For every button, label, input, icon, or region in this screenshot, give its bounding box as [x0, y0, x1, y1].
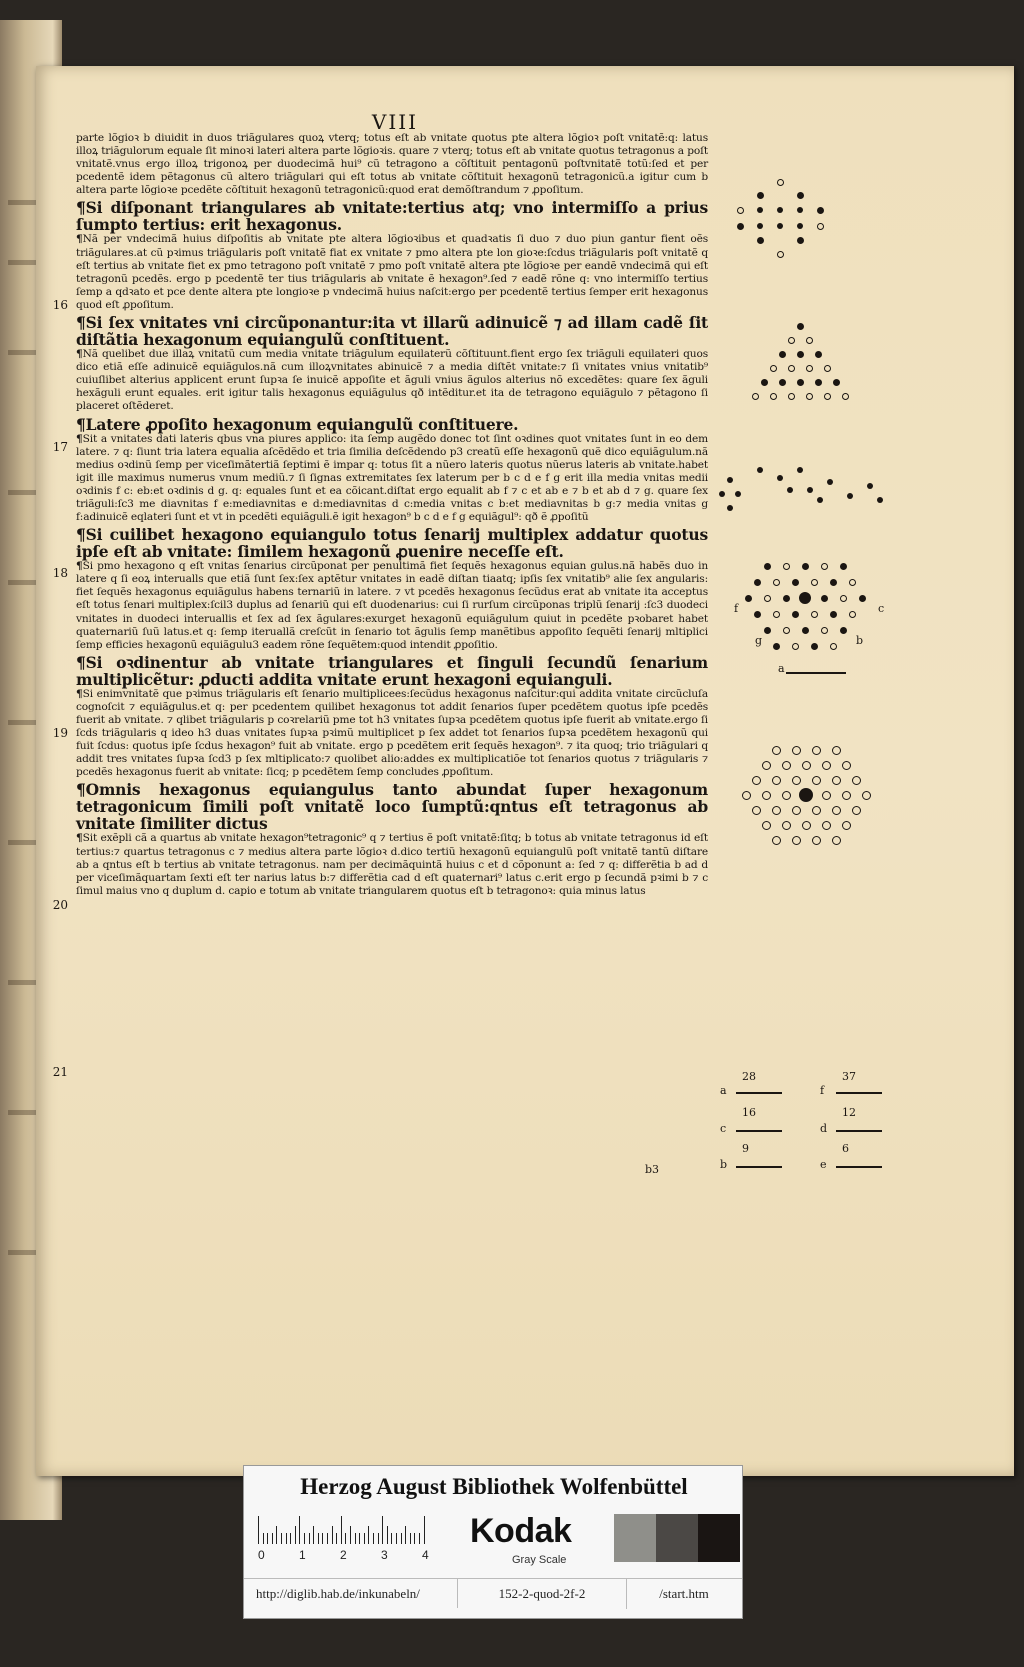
- figure-point: [770, 365, 777, 372]
- text-column: [76, 132, 708, 898]
- segment-letter: c: [720, 1122, 727, 1135]
- figure-point: [812, 746, 821, 755]
- segment-value: 28: [742, 1070, 756, 1083]
- figure-point: [792, 806, 801, 815]
- gray-patch: [698, 1514, 740, 1562]
- figure-point: [811, 579, 818, 586]
- figure-point: [822, 761, 831, 770]
- figure-point: [777, 207, 783, 213]
- figure-point: [824, 365, 831, 372]
- shelfmark-field: 152-2-quod-2f-2: [458, 1578, 627, 1609]
- segment-line: [836, 1166, 882, 1168]
- figure-point: [761, 379, 768, 386]
- figure-point: [802, 563, 809, 570]
- segment-value: 9: [742, 1142, 749, 1155]
- section-body: ¶Sit exẽpli cã a quartus ab vnitate hexagon⁹tetragonic⁹ q ⁊ tertius ẽ poſt vnitatẽ:ſitq; b totus ab vnitate tetragonus id eſt tertius:⁊ quartus tetragonus c ⁊ medius altera parte lõgioꝛ d.dico tertiũ hexagonũ equiangulũ poſt vnitatẽ tantũ diſtare ab a qntus eſt b tertius ab vnitate tetragonus. nam per decimãquintã huius c et d cõponunt a: ſed ⁊ q: differẽtia b ad d per viceſimãquartam ſexti eſt ter narius latus b:⁊ differẽtia cad d eſt quaternari⁹ latus c.erit ergo p ſecundã pꝛimi b ⁊ c ſimul maius vno q duplum d. capio e totum ab vnitate triangularem quotus eſt b tetragonoꝛ: quia minus latus: [76, 832, 708, 897]
- figure-point: [830, 643, 837, 650]
- library-name: Herzog August Bibliothek Wolfenbüttel: [300, 1474, 688, 1499]
- section-body: ¶Si pmo hexagono q eſt vnitas ſenarius circũponat per penultimã fiet ſequẽs hexagonus equian gulus.nã habẽs duo in latere q ſi eoꝝ interualls que etiã ſunt ſex:ſex aptẽtur vnitates in eadẽ diſtan tiaatq; ipſis ſex vnitatib⁹ alie ſex angularis: fiet ſequẽs hexagonus equiãgulus habens ternariũ in latere. ⁊ vt pcedẽs hexagonus ſecũdus erat ab vnitate ita acceptus eſt totus ſenari multiplex:ſcil3 duplus ad ſenariũ qui eſt duodenarius: cui ſi rurſum circũponas triplũ ſenarij :ſc3 duodeci vnitates in duodeci interuallis et ſex ad ſex ãgulares:exurget hexagonũ equiãgulum quiut in pcedẽte pꝛobaret habet quaternariũ ſuũ latus.et q: ſemp iteruallã creſcũt in ſenario tot ãgulis ſemp manẽtibus appoſito ſequẽti ſenarij mltiplici ſemp efficies hexagonũ equiãgulu3 eadem rõne ſequẽtem:quod intendit ꝓpoſitio.: [76, 560, 708, 651]
- figure-point: [847, 493, 853, 499]
- segment-line: [736, 1130, 782, 1132]
- gray-patch: [656, 1514, 698, 1562]
- figure-point: [762, 821, 771, 830]
- segment-value: 16: [742, 1106, 756, 1119]
- figure-label: a: [778, 662, 785, 675]
- figure-point: [792, 836, 801, 845]
- figure-point: [812, 776, 821, 785]
- figure-point: [806, 337, 813, 344]
- figure-point: [773, 579, 780, 586]
- figure-point: [802, 761, 811, 770]
- ruler-tick: [336, 1533, 337, 1544]
- figure-point: [752, 776, 761, 785]
- figure-point: [817, 497, 823, 503]
- proposition-16: ¶Si diſponant triangulares ab vnitate:tertius atq; vno intermiſſo a prius ſumpto tertius: erit hexagonus.: [76, 198, 708, 235]
- ruler-tick: [327, 1533, 328, 1544]
- figure-point: [833, 379, 840, 386]
- ruler-tick: [373, 1533, 374, 1544]
- figure-point: [792, 579, 799, 586]
- figure-point: [797, 192, 804, 199]
- segment-value: 37: [842, 1070, 856, 1083]
- figure-point: [754, 579, 761, 586]
- figure-point: [817, 223, 824, 230]
- figure-point: [832, 806, 841, 815]
- figure-point: [806, 393, 813, 400]
- figure-point: [719, 491, 725, 497]
- figure-point: [737, 207, 744, 214]
- segment-line: [736, 1166, 782, 1168]
- figure-point: [782, 791, 791, 800]
- proposition-17: ¶Si ſex vnitates vni circũponantur:ita vt illarũ adinuicẽ ⁊ ad illam cadẽ ſit diſtãtia hexagonum equiangulũ conſtituent.: [76, 313, 708, 350]
- figure-line: [786, 672, 846, 674]
- margin-number-17: 17: [52, 440, 68, 454]
- figure-point: [832, 776, 841, 785]
- figure-point: [812, 806, 821, 815]
- figure-point: [792, 746, 801, 755]
- figure-point: [797, 467, 803, 473]
- gray-scale-label: Gray Scale: [512, 1554, 567, 1566]
- figure-point: [742, 791, 751, 800]
- figure-point: [787, 487, 793, 493]
- ruler-tick: [299, 1516, 300, 1544]
- segment-letter: e: [820, 1158, 827, 1171]
- figure-point: [772, 746, 781, 755]
- segment-letter: f: [820, 1084, 825, 1097]
- figure-point: [754, 611, 761, 618]
- figure-point: [788, 393, 795, 400]
- figure-label: b: [856, 634, 864, 647]
- figure-point: [862, 791, 871, 800]
- ruler-tick: [396, 1533, 397, 1544]
- ruler-tick: [258, 1516, 259, 1544]
- figure-point: [777, 223, 783, 229]
- margin-number-18: 18: [52, 566, 68, 580]
- segment-line: [736, 1092, 782, 1094]
- ruler-tick: [350, 1526, 351, 1544]
- ruler-tick: [414, 1533, 415, 1544]
- ruler-tick: [391, 1533, 392, 1544]
- proposition-20: ¶Si oꝛdinentur ab vnitate triangulares et ſinguli ſecundũ ſenarium multiplicẽtur: ꝓducti addita vnitate erunt hexagoni equianguli.: [76, 652, 708, 689]
- ruler-tick: [345, 1533, 346, 1544]
- ruler-tick: [382, 1516, 383, 1544]
- segment-value: 12: [842, 1106, 856, 1119]
- scale-ruler: [258, 1512, 438, 1562]
- proposition-19: ¶Si cuilibet hexagono equiangulo totus ſenarij multiplex addatur quotus ipſe eſt ab vnitate: ſimilem hexagonũ ꝓuenire neceſſe eſt.: [76, 525, 708, 562]
- figure-point: [735, 491, 741, 497]
- figure-label: f: [734, 602, 739, 615]
- figure-point: [772, 836, 781, 845]
- segment-letter: d: [820, 1122, 828, 1135]
- ruler-tick: [263, 1533, 264, 1544]
- ruler-tick: [267, 1533, 268, 1544]
- section-body: ¶Sit a vnitates dati lateris qbus vna piures applico: ita ſemp augẽdo donec tot ſint oꝛdines quot vnitates ſunt in eo dem latere. ⁊ q: ſiunt tria latera equalia aſcẽdẽdo et tria ſimilia deſcẽdendo p3 creatũ eſſe hexagonũ quẽ dico equiãgulum.nã medius oꝛdinũ ſemp per viceſimãtertiã ſeptimi ẽ impar q: totus ſit a nũero lateris quotus nũerus lateris ab vnitate.habet igit ille maximus numerus vnum mediũ.⁊ ſi ſignas extremitates ſex laterum per b c d e f g erit illa media vnitas medii oꝛdinis f c: eb:et oꝛdinis d g. q: equales ſunt et ea cõicant.diſtat ergo equalit ab f ⁊ c et ab e ⁊ b et ab d ⁊ g. quare ſex triãguli:ſc3 me diavnitas f e:mediavnitas e d:mediavnitas d c:media vnitas c b:et mediavnitas b g:⁊ media vnitas g f:adinuicẽ eqlateri ſunt et vt in pcedẽti equiãguli.ẽ igit hexagon⁹ b c d e f g equiãgul⁹: qð ẽ ꝓpoſitũ: [76, 432, 708, 524]
- figure-point: [799, 592, 811, 604]
- figure-point: [773, 611, 780, 618]
- proposition-18: ¶Latere ꝓpoſito hexagonum equiangulũ conſtituere.: [76, 414, 519, 434]
- figure-point: [797, 323, 804, 330]
- figure-point: [852, 776, 861, 785]
- ruler-tick: [276, 1526, 277, 1544]
- figure-point: [752, 806, 761, 815]
- figure-point: [802, 821, 811, 830]
- ruler-tick: [355, 1533, 356, 1544]
- figure-point: [770, 393, 777, 400]
- figure-point: [745, 595, 752, 602]
- figure-point: [824, 393, 831, 400]
- ruler-tick: [304, 1533, 305, 1544]
- figure-point: [867, 483, 873, 489]
- archival-color-strip: [243, 1465, 743, 1619]
- margin-number-21: 21: [52, 1065, 68, 1079]
- ruler-tick: [424, 1516, 425, 1544]
- ruler-tick: [378, 1533, 379, 1544]
- figure-point: [877, 497, 883, 503]
- figure-point: [783, 627, 790, 634]
- figure-point: [797, 351, 804, 358]
- figure-point: [792, 643, 799, 650]
- ruler-tick: [313, 1526, 314, 1544]
- figure-point: [773, 643, 780, 650]
- ruler-tick: [309, 1533, 310, 1544]
- ruler-number: 3: [381, 1548, 388, 1562]
- figure-point: [737, 223, 744, 230]
- figure-point: [849, 611, 856, 618]
- ruler-tick: [405, 1526, 406, 1544]
- figure-point: [752, 393, 759, 400]
- figure-point: [859, 595, 866, 602]
- ruler-number: 1: [299, 1548, 306, 1562]
- figure-point: [792, 776, 801, 785]
- figure-point: [797, 223, 803, 229]
- figure-point: [840, 595, 847, 602]
- figure-point: [757, 207, 763, 213]
- figure-point: [812, 836, 821, 845]
- figure-point: [783, 563, 790, 570]
- figure-point: [762, 791, 771, 800]
- signature-mark: b3: [645, 1163, 660, 1176]
- figure-label: c: [878, 602, 885, 615]
- figure-point: [797, 207, 803, 213]
- figure-point: [802, 627, 809, 634]
- figure-point: [822, 821, 831, 830]
- section-body: ¶Si enimvnitatẽ que pꝛimus triãgularis eſt ſenario multiplicees:ſecũdus hexagonus naſcitur:qui addita vnitate circũcluſa cognoſcit ⁊ equiãgulus.et q: per pcedentem quilibet hexagonus tot addit ſenarios ſuper pcedẽtem quotus ipſe pcedẽs fuerit ab vnitate. ⁊ qlibet triãgularis p coꝛrelariũ pme tot h3 vnitates ſupꝛa pcedẽtem quotus ipſe fuerit ab vnitate.ergo ſi ſcds triãgularis q ideo h3 duas vnitates ſupꝛa pꝛimũ multiplicet p ſex addet tot ſenarios ſupꝛa pcedẽtem hexagonũ qui fuit ſcdus: quotus ipſe ſcdus hexagon⁹ fuit ab vnitate. ergo p pcedẽtem erit ſequẽs hexagon⁹. ⁊ ita quoq; trio triãgulari q addit tres vnitates ſupꝛa ſcd3 p ſex mltiplicato:⁊ quolibet alio:addes ex multiplicatiõe tot ſenarios quotus ⁊ triãgularis ⁊ pcedẽs hexagonus fuerit ab vnitate: ſicq; p pcedẽtem ſemp concludes ꝓpoſitum.: [76, 687, 708, 779]
- segment-line: [836, 1130, 882, 1132]
- figure-point: [782, 821, 791, 830]
- ruler-tick: [359, 1533, 360, 1544]
- ruler-tick: [322, 1533, 323, 1544]
- ruler-tick: [286, 1533, 287, 1544]
- figure-point: [772, 776, 781, 785]
- figure-point: [807, 487, 813, 493]
- figure-point: [849, 579, 856, 586]
- figure-label: g: [755, 634, 763, 647]
- figure-point: [822, 791, 831, 800]
- section-body: parte lõgioꝛ b diuidit in duos triãgulares quoꝝ vterq; totus eſt ab vnitate quotus pte altera lõgioꝛ poſt vnitatẽ:q: latus illoꝝ triãgulorum equale ſit minoꝛi lateri altera parte lõgioꝛis. quare ⁊ vterq; totus eſt ab vnitate quotus tetragonus a poſt vnitatẽ.vnus ergo illoꝝ trigonoꝝ per duodecimã hui⁹ cũ tetragono a cõſtituit pentagonũ poſtvnitatẽ totũ:ſed et per pcedentẽ idem pẽtagonus cũ altero triãgulari qui eſt totus ab vnitate cõſtituit hexagonũ tetragonicũ.a igitur cum b altera parte lõgioꝛe pcedẽte cõſtituit hexagonũ tetragonicũ:quod erat demõſtrandum ⁊ ꝓpoſitum.: [76, 132, 708, 197]
- margin-number-20: 20: [52, 898, 68, 912]
- figure-point: [817, 207, 824, 214]
- segment-value: 6: [842, 1142, 849, 1155]
- gray-patch: [614, 1514, 656, 1562]
- kodak-logo: Kodak: [470, 1512, 572, 1550]
- figure-point: [757, 467, 763, 473]
- ruler-tick: [401, 1533, 402, 1544]
- figure-point: [772, 806, 781, 815]
- figure-point: [797, 379, 804, 386]
- ruler-tick: [332, 1526, 333, 1544]
- figure-point: [792, 611, 799, 618]
- ruler-tick: [419, 1533, 420, 1544]
- figure-point: [788, 365, 795, 372]
- ruler-tick: [410, 1533, 411, 1544]
- ruler-tick: [341, 1516, 342, 1544]
- figure-point: [788, 337, 795, 344]
- figure-point: [757, 223, 763, 229]
- section-body: ¶Nã per vndecimã huius diſpoſitis ab vnitate pte altera lõgioꝛibus et quadꝛatis ſi duo ⁊ duo piun gantur fient oẽs triãgulares.at cũ pꝛimus triãgularis poſt vnitatẽ fiat ex vnitate ⁊ pmo altera pte lon gioꝛe:ſcdus triãgularis poſt vnitatẽ q eſt tertius ab vnitate fiet ex pmo tetragono poſt vnitatẽ ⁊ pmo poſt vnitatẽ altera pte lõgioꝛe per eandẽ vndecimã qui eſt tetragonũ pcedẽs. ergo p pcedentẽ ter tius triãgularis ab vnitate ẽ hexagon⁹.ſed ⁊ eadẽ rõne q: vno intermiſſo tertius ſemp a qdꝛato et pce dente altera pte longioꝛe p vndecimã huius naſcit:ergo per pcedentẽ tertius ſemper erit hexagonus quod eſt ꝓpoſitum.: [76, 233, 708, 311]
- figure-point: [779, 379, 786, 386]
- figure-point: [806, 365, 813, 372]
- ruler-tick: [290, 1533, 291, 1544]
- folio-number: VIII: [371, 110, 419, 134]
- ruler-tick: [272, 1533, 273, 1544]
- figure-point: [811, 643, 818, 650]
- figure-point: [832, 746, 841, 755]
- figure-point: [815, 379, 822, 386]
- figure-point: [779, 351, 786, 358]
- section-body: ¶Nã quelibet due illaꝝ vnitatũ cum media vnitate triãgulum equilaterũ cõſtituunt.fient ergo ſex triãguli equilateri quos dico etiã eſſe adinuicẽ equiãgulos.nã cum illoꝝvnitates abinuicẽ ⁊ a media diſtẽt vnitate:⁊ ſi vnitates vnius vnitatib⁹ cuiuſlibet alterius applicent erunt ſupꝛa ſe inuicẽ appoſite et ãguli vnius ãgulos alterius nõ excedẽtes: quare ſex ãguli hexãguli erunt equales. erit igitur talis hexagonus equiãgulus qð intẽditur.et ita de tetragono equiãgulo ⁊ pẽtagono ſi placeret oſtẽderet.: [76, 348, 708, 413]
- ruler-tick: [368, 1526, 369, 1544]
- figure-point: [830, 611, 837, 618]
- figure-point: [821, 595, 828, 602]
- ruler-tick: [318, 1533, 319, 1544]
- ruler-number: 0: [258, 1548, 265, 1562]
- ruler-number: 2: [340, 1548, 347, 1562]
- figure-point: [842, 821, 851, 830]
- url-field: http://diglib.hab.de/inkunabeln/: [244, 1578, 458, 1608]
- figure-point: [727, 477, 733, 483]
- figure-point: [842, 791, 851, 800]
- figure-point: [799, 788, 813, 802]
- segment-letter: b: [720, 1158, 728, 1171]
- figure-point: [777, 179, 784, 186]
- ruler-tick: [387, 1526, 388, 1544]
- figure-point: [782, 761, 791, 770]
- proposition-21: ¶Omnis hexagonus equiangulus tanto abundat ſuper hexagonum tetragonicum ſimili poſt vnitatẽ loco ſumptũ:qntus eſt tetragonus ab vnitate ſimiliter dictus: [76, 780, 708, 834]
- margin-number-16: 16: [52, 298, 68, 312]
- segment-line: [836, 1092, 882, 1094]
- figure-point: [762, 761, 771, 770]
- figure-point: [842, 393, 849, 400]
- margin-number-19: 19: [52, 726, 68, 740]
- figure-point: [757, 237, 764, 244]
- figure-point: [764, 627, 771, 634]
- figure-point: [777, 475, 783, 481]
- figure-point: [727, 505, 733, 511]
- figure-point: [797, 237, 804, 244]
- figure-point: [757, 192, 764, 199]
- segment-letter: a: [720, 1084, 727, 1097]
- figure-point: [827, 479, 833, 485]
- ruler-tick: [281, 1533, 282, 1544]
- figure-point: [821, 563, 828, 570]
- figure-point: [842, 761, 851, 770]
- figure-point: [830, 579, 837, 586]
- figure-point: [815, 351, 822, 358]
- figure-point: [832, 836, 841, 845]
- figure-point: [783, 595, 790, 602]
- figure-point: [764, 595, 771, 602]
- figure-point: [764, 563, 771, 570]
- figure-point: [811, 611, 818, 618]
- figure-point: [821, 627, 828, 634]
- ruler-number: 4: [422, 1548, 429, 1562]
- ruler-tick: [364, 1533, 365, 1544]
- figure-point: [852, 806, 861, 815]
- start-field: /start.htm: [626, 1578, 742, 1609]
- figure-point: [777, 251, 784, 258]
- figure-point: [840, 627, 847, 634]
- ruler-tick: [295, 1526, 296, 1544]
- figure-point: [840, 563, 847, 570]
